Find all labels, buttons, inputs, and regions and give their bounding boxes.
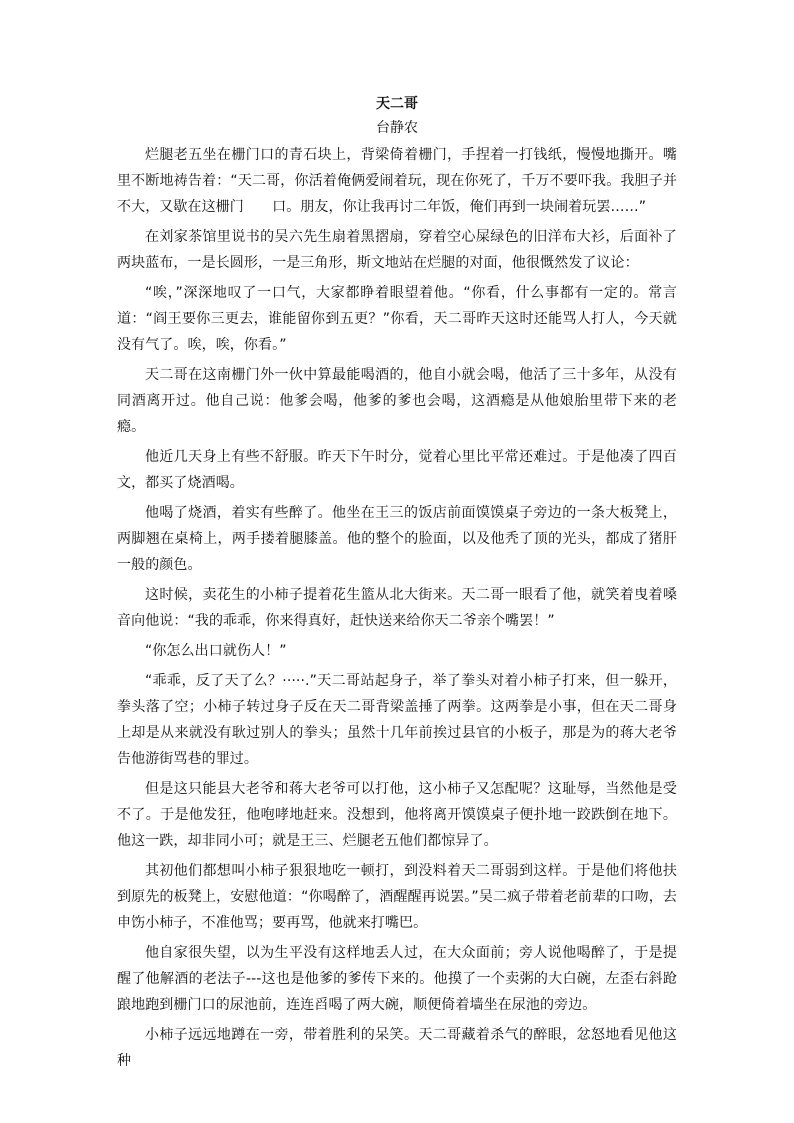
paragraph: 小柿子远远地蹲在一旁，带着胜利的呆笑。天二哥藏着杀气的醉眼，忿怒地看见他这种 (117, 1027, 677, 1069)
document-page (117, 92, 677, 1078)
paragraph: 他喝了烧酒，着实有些醉了。他坐在王三的饭店前面馍馍桌子旁边的一条大板凳上，两脚翘在桌椅上，两手搂着腿膝盖。他的整个的脸面，以及他秃了顶的光头，都成了猪肝一般的颜色。 (117, 505, 677, 573)
author-name: 台静农 (376, 120, 418, 136)
story-title: 天二哥 (376, 96, 418, 112)
paragraph: “你怎么出口就伤人！” (145, 643, 287, 659)
paragraph: 天二哥在这南栅门外一伙中算最能喝酒的，他自小就会喝，他活了三十多年，从没有同酒离开过。他自己说：他爹会喝，他爹的爹也会喝，这酒瘾是从他娘胎里带下来的老瘾。 (117, 367, 677, 435)
paragraph: “唉，”深深地叹了一口气，大家都睁着眼望着他。“你看，什么事都有一定的。常言道：“阎王要你三更去，谁能留你到五更？”你看，天二哥昨天这时还能骂人打人，今天就没有气了。唉，唉，你看。” (117, 285, 677, 353)
paragraph: “乖乖，反了天了么？·····.”天二哥站起身子，举了拳头对着小柿子打来，但一躲开，拳头落了空；小柿子转过身子反在天二哥背梁盖捶了两拳。这两拳是小事，但在天二哥身上却是从来就没有耿过别人的拳头；虽然十几年前挨过县官的小板子，那是为的蒋大老爷告他游街骂巷的罪过。 (117, 673, 677, 767)
paragraph: 他近几天身上有些不舒服。昨天下午时分，觉着心里比平常还难过。于是他凑了四百文，都买了烧酒喝。 (117, 449, 677, 491)
paragraph: 但是这只能县大老爷和蒋大老爷可以打他，这小柿子又怎配呢？这耻辱，当然他是受不了。于是他发狂，他咆哮地赶来。没想到，他将离开馍馍桌子便扑地一跤跌倒在地下。他这一跌，却非同小可；就是王三、烂腿老五他们都惊异了。 (117, 781, 677, 849)
paragraph: 其初他们都想叫小柿子狠狠地吃一顿打，到没料着天二哥弱到这样。于是他们将他扶到原先的板凳上，安慰他道：“你喝醉了，酒醒醒再说罢。”吴二疯子带着老前辈的口吻，去申饬小柿子，不准他骂；要再骂，他就来打嘴巴。 (117, 863, 677, 931)
paragraph: 在刘家茶馆里说书的吴六先生扇着黑摺扇，穿着空心屎绿色的旧洋布大衫，后面补了两块蓝布，一是长圆形，一是三角形，斯文地站在烂腿的对面，他很慨然发了议论： (117, 229, 677, 271)
paragraph: 他自家很失望，以为生平没有这样地丢人过，在大众面前；旁人说他喝醉了，于是提醒了他解酒的老法子---这也是他爹的爹传下来的。他摸了一个卖粥的大白碗，左歪右斜跄踉地跑到栅门口的尿池前，连连舀喝了两大碗，顺便倚着墙坐在尿池的旁边。 (117, 945, 677, 1013)
paragraph: 这时候，卖花生的小柿子提着花生篮从北大街来。天二哥一眼看了他，就笑着曳着嗓音向他说：“我的乖乖，你来得真好，赶快送来给你天二爷亲个嘴罢！” (117, 587, 677, 629)
paragraph: 烂腿老五坐在栅门口的青石块上，背梁倚着栅门，手捏着一打钱纸，慢慢地撕开。嘴里不断地祷告着：“天二哥，你活着俺俩爱闹着玩，现在你死了，千万不要吓我。我胆子并不大，又歇在这栅门 口。朋友，你让我再讨二年饭，俺们再到一块闹着玩罢……” (117, 147, 677, 215)
